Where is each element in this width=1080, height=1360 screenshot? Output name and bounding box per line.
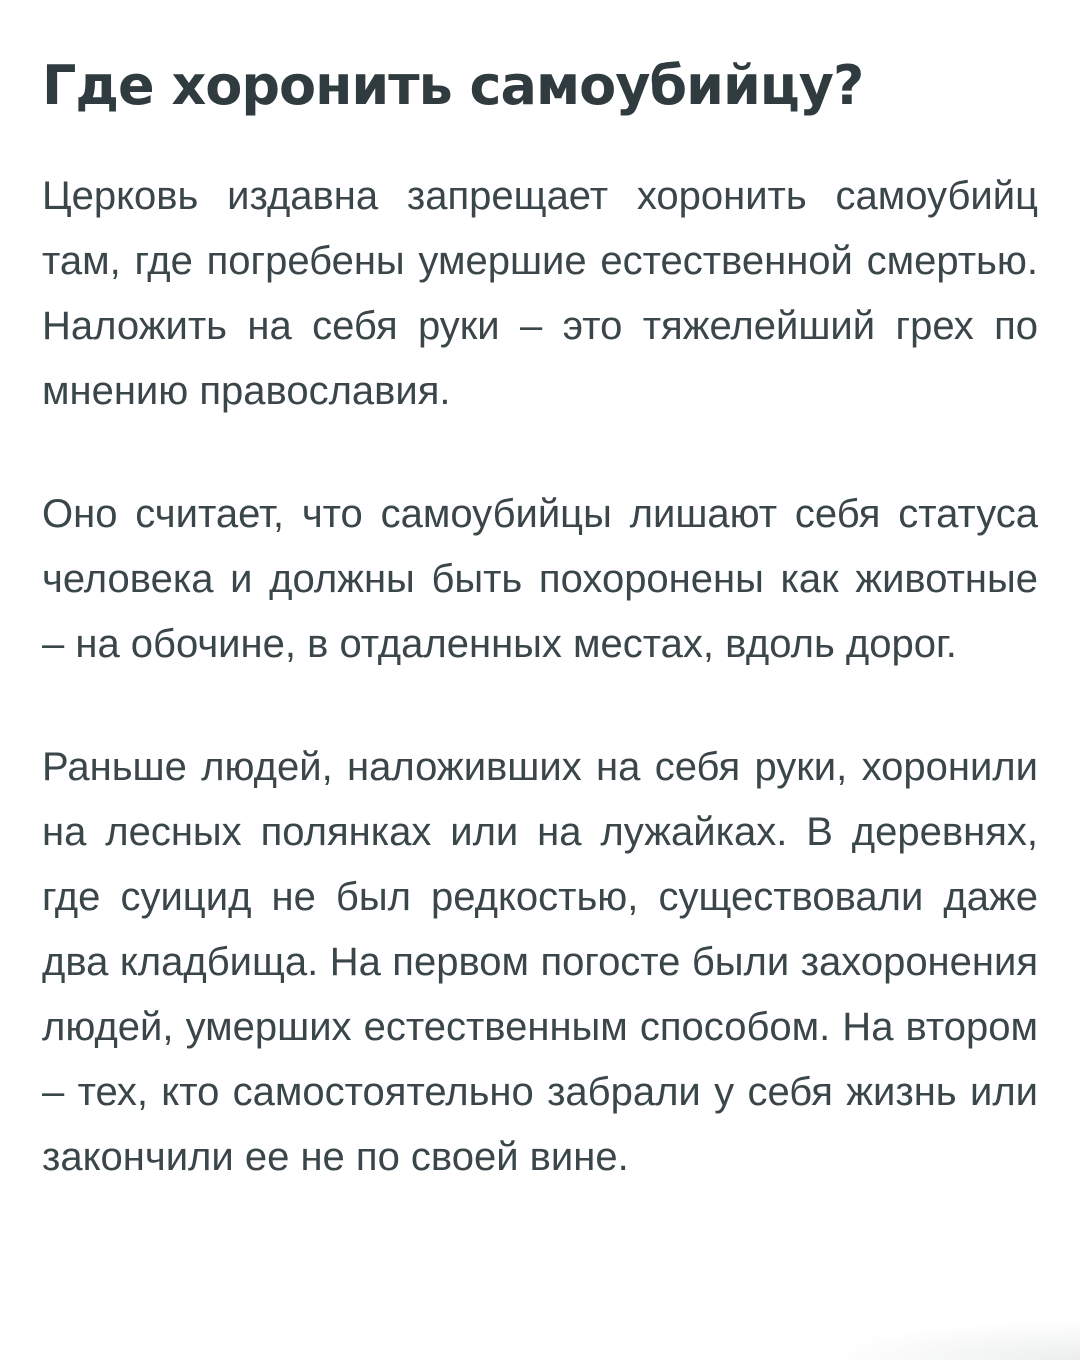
article-paragraph-3: Раньше людей, наложивших на себя руки, хоронили на лесных полянках или на лужайках. В деревнях, где суицид не был редкостью, существовали даже два кладбища. На первом погосте были захоронения людей, умерших естественным способом. На втором – тех, кто самостоятельно забрали у себя жизнь или закончили ее не по своей вине. xyxy=(42,745,1038,1179)
article-paragraph-1: Церковь издавна запрещает хоронить самоубийц там, где погребены умершие естественной смертью. Наложить на себя руки – это тяжелейший грех по мнению православия. xyxy=(42,174,1038,413)
article-paragraph-2: Оно считает, что самоубийцы лишают себя статуса человека и должны быть похоронены как животные – на обочине, в отдаленных местах, вдоль дорог. xyxy=(42,492,1038,666)
article xyxy=(42,40,1038,1190)
article-title: Где хоронить самоубийцу? xyxy=(42,54,864,117)
bottom-corner-shadow xyxy=(820,1320,1080,1360)
